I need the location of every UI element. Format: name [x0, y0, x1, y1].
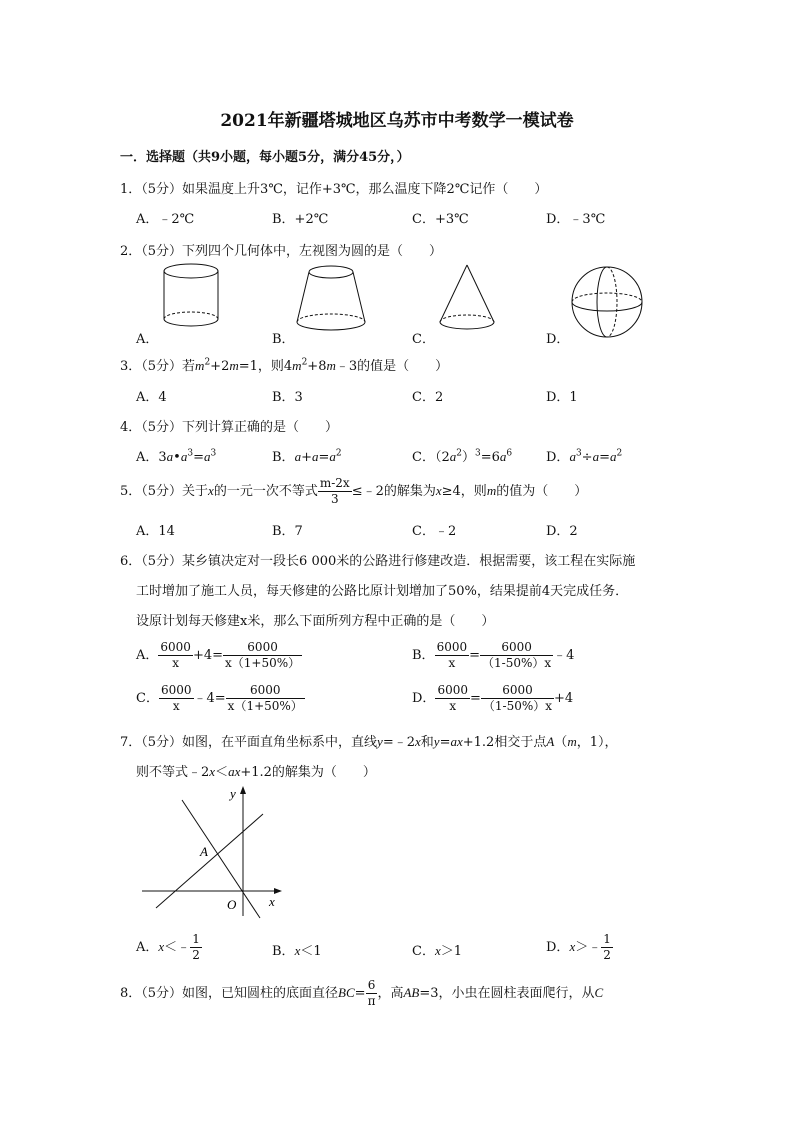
- q7-option-c[interactable]: C．x＞1: [412, 943, 463, 959]
- q5-option-b[interactable]: B．7: [272, 524, 303, 539]
- y-axis-label: y: [230, 786, 236, 801]
- x-axis-label: x: [269, 894, 275, 909]
- q6-option-a[interactable]: A． $\frac{6000}{x}$ +4= $\frac{6000}{x(1+50\%)}$: [136, 640, 301, 670]
- coordinate-figure: [136, 780, 286, 920]
- question-3-stem: 3．（5分）若$m^2+2m=1$，则$4m^2+8m﹣3$的值是（ ）: [120, 357, 449, 374]
- q2-option-b[interactable]: B．: [272, 332, 295, 347]
- point-a-label: A: [200, 844, 208, 859]
- q1-option-c[interactable]: C．+3℃: [412, 212, 469, 227]
- q7-option-b[interactable]: B．x＜1: [272, 943, 322, 959]
- question-5-stem: 5．（5分）关于x的一元一次不等式 $\frac{m-2x}{3}$ ≤﹣2的解集为x≥4，则m的值为（ ）: [120, 476, 588, 506]
- q6-option-d[interactable]: D． $\frac{6000}{x}$ = $\frac{6000}{(1-50\%)x}$ +4: [412, 683, 574, 713]
- q2-option-c[interactable]: C．: [412, 332, 435, 347]
- question-6-line-1: 6．（5分）某乡镇决定对一段长6 000米的公路进行修建改造．根据需要，该工程在实际施: [120, 554, 636, 569]
- q3-option-d[interactable]: D．1: [546, 390, 578, 405]
- sphere-figure: [570, 265, 644, 339]
- q3-option-b[interactable]: B．3: [272, 390, 303, 405]
- q6-option-b[interactable]: B． $\frac{6000}{x}$ = $\frac{6000}{(1-50\%)x}$ ﹣4: [412, 640, 575, 670]
- q4-option-b[interactable]: B．$a+a=a^2$: [272, 448, 342, 465]
- question-4-stem: 4．（5分）下列计算正确的是（ ）: [120, 420, 339, 435]
- q6-option-c[interactable]: C． $\frac{6000}{x}$ ﹣4= $\frac{6000}{x(1+50\%)}$: [136, 683, 303, 713]
- q4-option-a[interactable]: A．$3a•a^3=a^3$: [136, 448, 217, 465]
- cylinder-figure: [160, 262, 222, 330]
- q8-fraction: $\frac{6}{\pi}$: [367, 978, 376, 1008]
- question-8-stem: 8．（5分）如图，已知圆柱的底面直径BC= $\frac{6}{\pi}$ ，高AB=3，小虫在圆柱表面爬行，从C: [120, 978, 604, 1008]
- question-2-stem: 2．（5分）下列四个几何体中，左视图为圆的是（ ）: [120, 244, 443, 259]
- q2-option-a[interactable]: A．: [136, 332, 159, 347]
- q2-option-d[interactable]: D．: [546, 332, 570, 347]
- q1-option-d[interactable]: D．﹣3℃: [546, 212, 606, 227]
- q1-option-a[interactable]: A．﹣2℃: [136, 212, 195, 227]
- question-1-stem: 1．（5分）如果温度上升3℃，记作+3℃，那么温度下降2℃记作（ ）: [120, 182, 548, 197]
- q5-option-a[interactable]: A．14: [136, 524, 175, 539]
- question-6-line-3: 设原计划每天修建x米，那么下面所列方程中正确的是（ ）: [136, 614, 495, 629]
- section-heading: 一．选择题（共9小题，每小题5分，满分45分，）: [120, 150, 410, 165]
- q4-option-c[interactable]: C．$(2a^2)^3=6a^6$: [412, 448, 513, 465]
- page-title: 2021年新疆塔城地区乌苏市中考数学一模试卷: [220, 111, 574, 131]
- q5-option-c[interactable]: C．﹣2: [412, 524, 457, 539]
- q4-option-d[interactable]: D．$a^3\div a=a^2$: [546, 448, 623, 465]
- q3-option-c[interactable]: C．2: [412, 390, 444, 405]
- q7-option-d[interactable]: D．x＞﹣ $\frac{1}{2}$: [546, 932, 611, 962]
- question-6-line-2: 工时增加了施工人员，每天修建的公路比原计划增加了50%，结果提前4天完成任务．: [136, 584, 629, 599]
- q1-option-b[interactable]: B．+2℃: [272, 212, 329, 227]
- cone-figure: [436, 262, 498, 334]
- origin-label: O: [227, 897, 237, 912]
- q5-fraction: $\frac{m-2x}{3}$: [319, 476, 350, 506]
- q7-option-a[interactable]: A．x＜﹣ $\frac{1}{2}$: [136, 932, 200, 962]
- q3-option-a[interactable]: A．4: [136, 390, 167, 405]
- question-7-line-2: 则不等式﹣2x＜ax+1.2的解集为（ ）: [136, 764, 376, 780]
- q5-option-d[interactable]: D．2: [546, 524, 578, 539]
- frustum-figure: [294, 262, 368, 334]
- question-7-line-1: 7．（5分）如图，在平面直角坐标系中，直线y=﹣2x和y=ax+1.2相交于点A（m，1），: [120, 734, 618, 750]
